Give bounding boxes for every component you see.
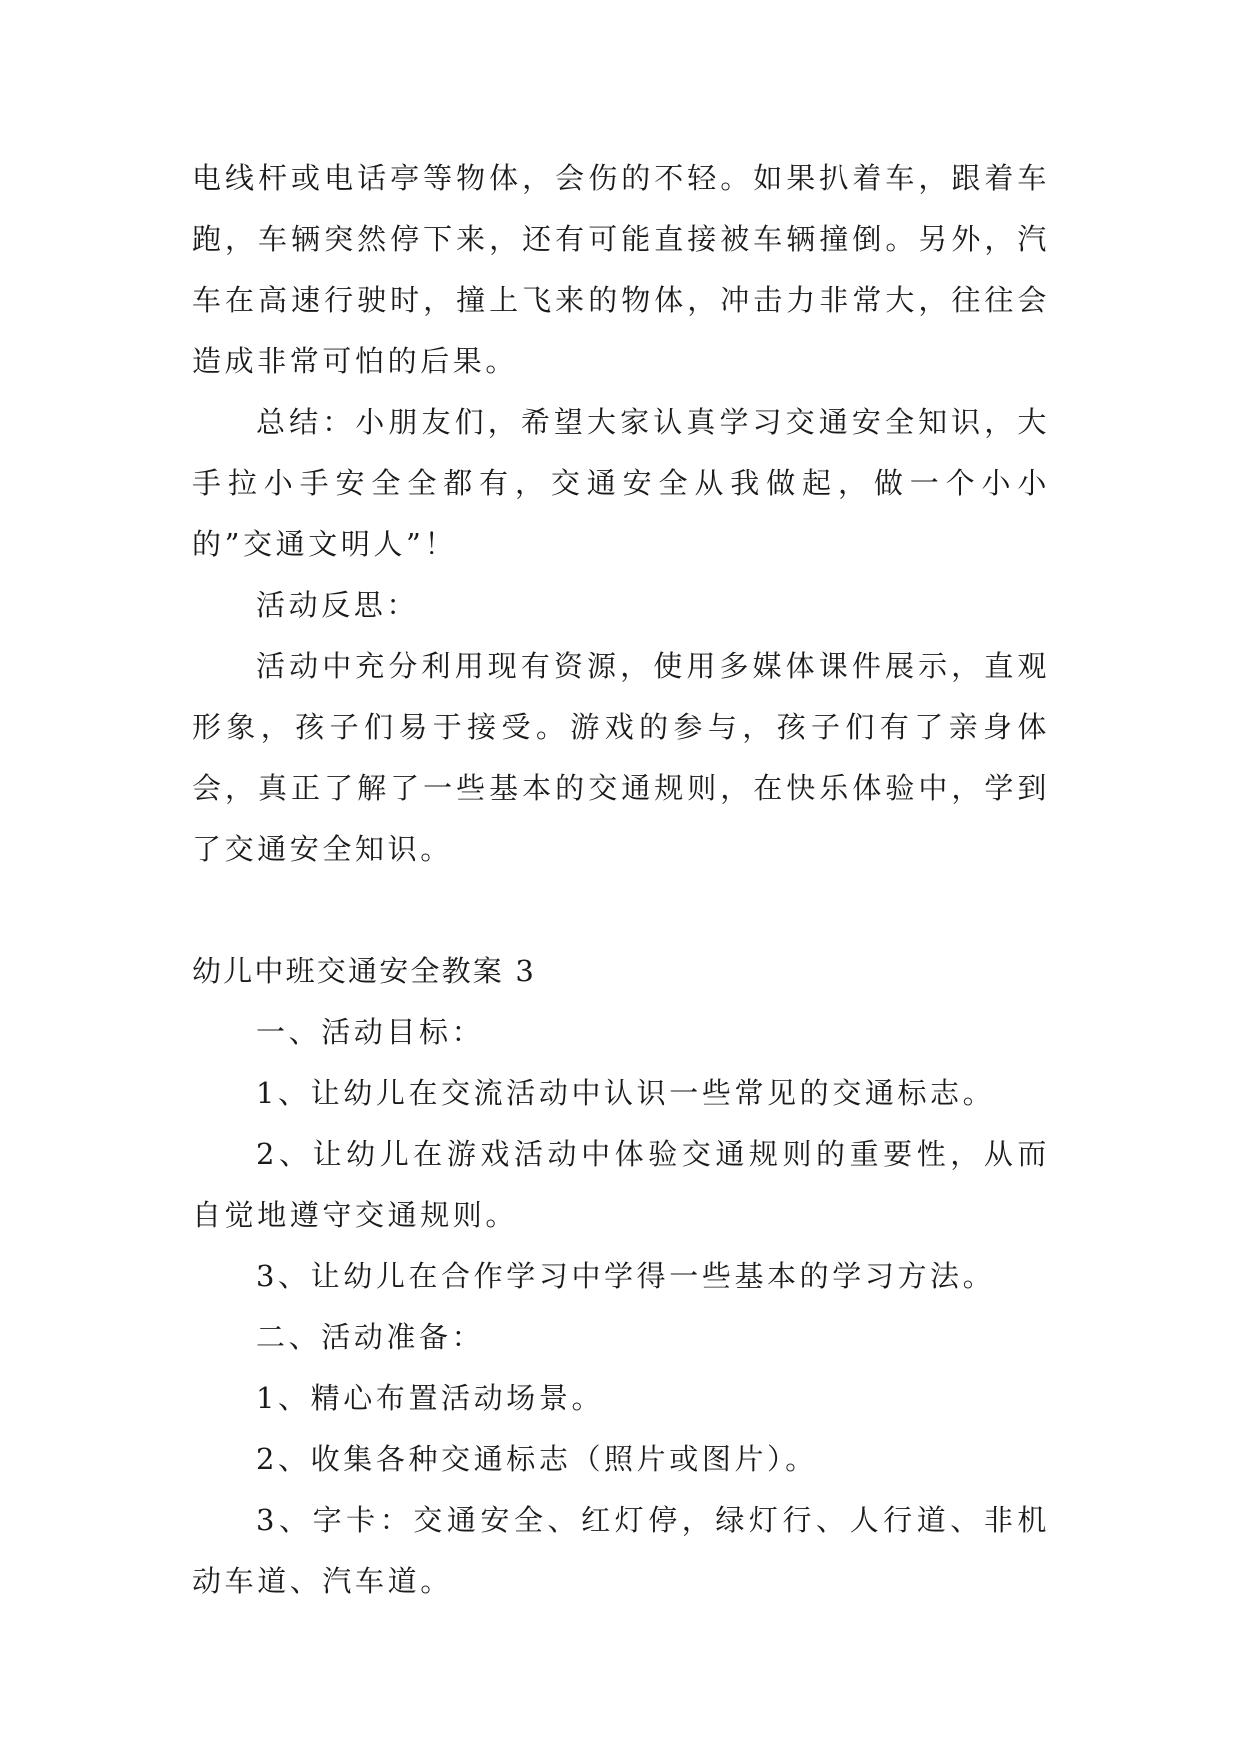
goal-item-2: 2、让幼儿在游戏活动中体验交通规则的重要性，从而自觉地遵守交通规则。 (192, 1137, 1050, 1232)
section-spacer (192, 880, 1050, 941)
heading-activity-reflection: 活动反思： (256, 588, 420, 622)
heading-activity-goals: 一、活动目标： (256, 1015, 485, 1049)
paragraph-accident-consequences: 电线杆或电话亭等物体，会伤的不轻。如果扒着车，跟着车跑，车辆突然停下来，还有可能直接被车辆撞倒。另外，汽车在高速行驶时，撞上飞来的物体，冲击力非常大，往往会造成非常可怕的后果。 (192, 161, 1050, 378)
paragraph-summary: 总结：小朋友们，希望大家认真学习交通安全知识，大手拉小手安全全都有，交通安全从我做起，做一个小小的”交通文明人”！ (192, 405, 1050, 561)
preparation-item-1: 1、精心布置活动场景。 (256, 1381, 605, 1415)
section-title: 幼儿中班交通安全教案 3 (192, 954, 537, 988)
paragraph-reflection: 活动中充分利用现有资源，使用多媒体课件展示，直观形象，孩子们易于接受。游戏的参与，孩子们有了亲身体会，真正了解了一些基本的交通规则，在快乐体验中，学到了交通安全知识。 (192, 649, 1050, 866)
document-page (192, 148, 1050, 1612)
preparation-item-3: 3、字卡：交通安全、红灯停，绿灯行、人行道、非机动车道、汽车道。 (192, 1503, 1050, 1598)
heading-activity-preparation: 二、活动准备： (256, 1320, 485, 1354)
goal-item-3: 3、让幼儿在合作学习中学得一些基本的学习方法。 (256, 1259, 996, 1293)
goal-item-1: 1、让幼儿在交流活动中认识一些常见的交通标志。 (256, 1076, 996, 1110)
preparation-item-2: 2、收集各种交通标志（照片或图片）。 (256, 1442, 818, 1476)
